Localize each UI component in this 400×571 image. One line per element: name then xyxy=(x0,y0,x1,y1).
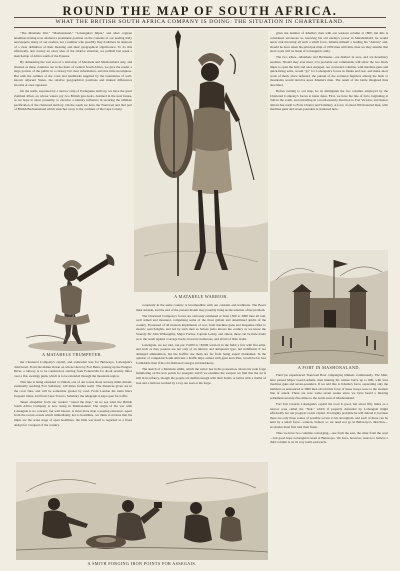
caption-smith: A SMITH FORGING IRON POINTS FOR ASSEGAIS. xyxy=(87,561,197,566)
figure-smith xyxy=(16,462,268,560)
smith-illustration xyxy=(16,462,268,560)
column-left-bottom xyxy=(14,360,132,472)
caption-fort: A FORT IN MASHONALAND. xyxy=(297,365,361,370)
caption-trumpeter: A MATABELE TRUMPETER. xyxy=(41,352,103,357)
column-left-top xyxy=(14,31,132,247)
warrior-illustration xyxy=(134,30,268,292)
page-title: ROUND THE MAP OF SOUTH AFRICA. xyxy=(62,4,338,18)
paragraph: Thus we have two columns converging—one from the east, the other from the west—but good hope Lobengula's kraal at Bulawayo. We have, however, reason to believe a third column is on its way north-eastwards. xyxy=(270,430,388,445)
paragraph: The sketch of a Matabele smith, which the writer has in his possession, shows his rude forge hammering on the iron points for assegais; and if we examine the weapon we find that the art is still in its infancy, though the people are skilful enough with their hands. A native with a mallet of iron and a bellows worked by a boy are seen at the forge. xyxy=(136,366,266,385)
figure-fort xyxy=(270,250,388,364)
paragraph: By delineating the vast area of a land map of Matabele and Mashonaland only, and situated as these countries are in the heart of Central South Africa, we give the reader a large portion of the public in a cursory but clear information, and that little incomplete. But with the outlines of the coast and landmarks supplied by the boundaries of well-known adjacent States, the relative geographical positions and mutual differences become at once apparent. xyxy=(14,59,132,87)
paragraph: Taken altogether from our readers' "round the map," let us see what the British South Africa Company is now doing in Mashonaland. The origin of the war with Lobengula is no concern; but well known, is most more than a passing reference. Apart from the recent events which immediately led to hostilities, we think it obvious that his impis are the acute stage of open hostilities, the little war itself is regarded as a fixed design for conquest of the country. xyxy=(14,399,132,427)
fort-illustration xyxy=(270,250,388,364)
figure-trumpeter xyxy=(16,248,128,352)
header-rule-top xyxy=(14,17,386,18)
page-subtitle: WHAT THE BRITISH SOUTH AFRICA COMPANY IS DOING: THE SITUATION IN CHARTERLAND. xyxy=(55,19,345,25)
header-rule-bottom xyxy=(14,27,386,28)
paragraph: Fund (as experienced Transvaal Boer campaigns) blinkets continuously. The Mail, here passed Major Goold-Adams, then making his wishes brave up to 600, with four machine guns and seven-pounders. If we add this to Khama's force, separating only the numbers as announced at 3000 men all told this force of these troops were to the western line of attack. There are now some seven weeks since we have heard a missing settlement seventy-five miles to the north-west of Mashonaland. xyxy=(270,373,388,400)
paragraph: This line is being extended to Umtali, one of our towns about seventy miles distant, eventually reaching Fort Salisbury, 120 miles further north. The distances given are in the crow flies, and will be somewhat greater by road. From London the main line's frequent trains, and from Cape Town to Salisbury the telegraph is kept open for traffic. xyxy=(14,379,132,398)
paragraph: The Chartered Company's forces are variously estimated at from 1500 to 2000 men all told, well armed and mounted, comprising some of the most gallant and determined spirits of the country. Possessed of all modern implements of war, from machine guns and magazine rifles to electric search-lights, and led by such men as Selous (who knows the country as we know the Strand), Sir John Willoughby, Major Forbes, Captain Lendy, and others, there can be little doubt as to the result against a savage horde, however numerous, and afraid of little doubt. xyxy=(136,313,266,341)
paragraph: "The Matabele War," "Mashonaland," "Lobengula's Impis," and other cognate headlines having now attained a prominent position on the contents of our leading daily newspapers, many of our readers, not a number who possibly may doubtless be desirous of a clear definition of their meaning and their geographical significance. To do this effectually, and convey an exact idea of the relative situation, we publish last week a sketch-map of Africa south of the Equator. xyxy=(14,31,132,58)
paragraph: On the north, separated by a narrow strip of Portuguese territory, we have the great Zambesi River, on whose waters pry two British gun-boats, destined in the near future, as we hope to show presently, to exercise a salutary influence in securing the ultimate pacification of the chartered territory. On the south we have the Transvaal and that part of British Bechuanaland which stretches away to the confines of the Cape Colony. xyxy=(14,88,132,112)
paragraph: Lobengula, we are told, can put 15,000 to 18,000 warriors in the field; a few with fire-arms, and such as they possess are not only of an inferior and antiquated type, but indifferent if not damaged ammunition, but the Kaffirs use them are far from being expert marksmen. In the opinion of competent South Africans a Kaffir impi, armed with guns and rifles, would be far less formidable than if his old-fashioned assegai and knobkerry. xyxy=(136,342,266,365)
column-right-bottom xyxy=(270,373,388,559)
paragraph: the Chartered Company's capital, and somewhat less for Bulawayo, Lobengula's chief kraal. From the Indian Ocean on whose shore by Fort Beira, passing up the Pungwe River, a railway is to be constructed, starting from Fontesvilla for about seventy miles over a flat, swampy plain, which is to be extended through the mountain region. xyxy=(14,360,132,378)
trumpeter-illustration xyxy=(16,248,128,352)
column-center xyxy=(136,303,266,459)
column-right-top xyxy=(270,31,388,249)
paragraph: Fort Tati towards Lobengula's capital the road is good, but about fifty miles as a narrow pass called the "Nek," which if properly defended by Lobengula might effectually bar our progress on his capital. It is highly probable he will defend it, because there are only three routes of possible access to his stronghold, and each of these can be held by a small force—cannon, indeed, so we need not go in Bulawayo's direction—stockades must first turn their flank. xyxy=(270,401,388,429)
figure-warrior xyxy=(134,30,268,292)
paragraph: The two tribes—Matabele and Bechuana—are distinct in race, and are hereditary enemies. Should they ever meet, it is probable our commander will allow the two black impis to open the ball; and once engaged, our concerted columns, with machine guns and quick-firing arms, would "go" for Lobengula's forces in flanks and rear, and make short work of them. Once defeated, the pursuit of the scattered fugitives among the bush or mountains would devolve upon Khama's men. The result of the battle imagined thus described. xyxy=(270,55,388,87)
paragraph: gives the number of Khama's men with our western column at 1800, but this is considered erroneous as, knowing his old enemy's power in Matabeleland, he would never risk throwing all such a small force. Khama himself a leading his "Amavu" and, should he have taken his principal impi of 1000 men with him, then we may assume that short work will be made of Lobengula's army. xyxy=(270,31,388,54)
paragraph: Before turning to our map, let us distinguish the two columns employed by the Chartered Company's forces at latest dates. First, we have the line of forts, beginning at Tuli in the south, and extending in a north-easterly direction to Fort Victoria, and thence almost due north to Forts Charter and Salisbury. A force of about 500 mounted men, with machine guns and seven-pounders is stationed here. xyxy=(270,88,388,112)
paragraph: conjointly in the same country is incompatible with our customs and traditions. The Boers must subside, and the end of the present month may possibly bring us the solution of the problem. xyxy=(136,303,266,312)
caption-warrior: A MATABELE WARRIOR. xyxy=(174,294,228,299)
